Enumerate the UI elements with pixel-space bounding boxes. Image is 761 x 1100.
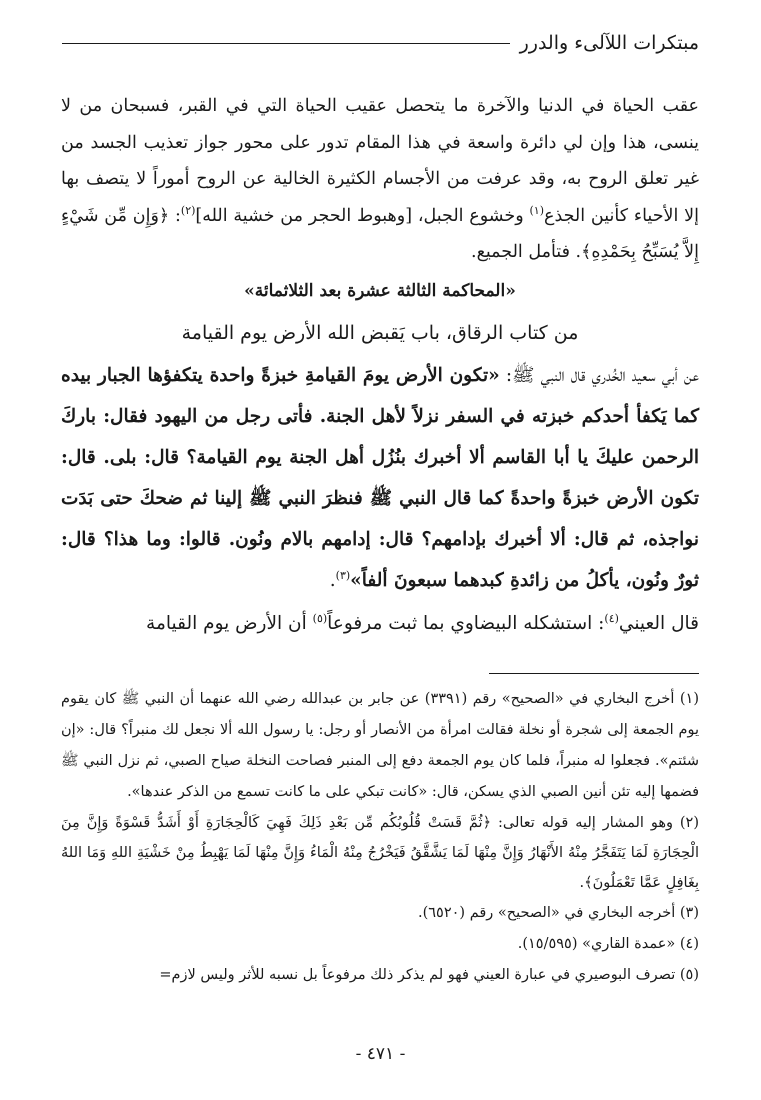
running-head bbox=[62, 26, 699, 60]
running-head-title: مبتكرات اللآلىء والدرر bbox=[519, 32, 699, 54]
paragraph-3-text-3: أن الأرض يوم القيامة bbox=[146, 612, 313, 634]
hadith-text: «تكون الأرض يومَ القيامةِ خبزةً واحدة يتكفؤها الجبار بيده كما يَكفأ أحدكم خبزته في السفر نزلاً لأهل الجنة. فأتى رجل من اليهود فقال: باركَ الرحمن عليكَ يا أبا القاسم ألا أخبرك بنُزُل أهل الجنة يوم القيامة؟ قال: بلى. قال: تكون الأرض خبزةً واحدةً كما قال النبي ﷺ فنظرَ النبي ﷺ إلينا ثم ضحكَ حتى بَدَت نواجذه، ثم قال: ألا أخبرك بإدامهم؟ قال: إدامهم بالام ونُون. قالوا: وما هذا؟ قال: ثورٌ ونُون، يأكلُ من زائدةِ كبدهما سبعونَ ألفاً» bbox=[61, 364, 699, 591]
paragraph-3-text: قال العيني bbox=[618, 612, 699, 634]
paragraph-1-text: عقب الحياة في الدنيا والآخرة ما يتحصل عقيب الحياة التي في القبر، فسبحان من لا ينسى، هذا وإن لي دائرة واسعة في هذا المقام تدور على محور جواز تعذيب الجسد من غير تعلق الروح به، وقد عرفت من الأجسام الكثيرة الخالية عن الروح أموراً لا يتصف بها إلا الأحياء كأنين الجذع bbox=[61, 96, 699, 226]
running-head-rule bbox=[62, 43, 510, 44]
paragraph-3 bbox=[61, 603, 699, 644]
footnote-ref-3: (٣) bbox=[335, 568, 351, 582]
paragraph-1-text-3: : ﴿وَإِن مِّن شَيْءٍ إِلاَّ يُسَبِّحُ بِحَمْدِهِ﴾. فتأمل الجميع. bbox=[61, 205, 699, 262]
footnote-2: (٢) وهو المشار إليه قوله تعالى: ﴿ثُمَّ قَسَتْ قُلُوبُكُم مِّن بَعْدِ ذَلِكَ فَهِيَ كَالْحِجَارَةِ أَوْ أَشَدُّ قَسْوَةً وَإِنَّ مِنَ الْحِجَارَةِ لَمَا يَتَفَجَّرُ مِنْهُ الأَنْهَارُ وَإِنَّ مِنْهَا لَمَا يَشَّقَّقُ فَيَخْرُجُ مِنْهُ الْمَاءُ وَإِنَّ مِنْهَا لَمَا يَهْبِطُ مِنْ خَشْيَةِ اللهِ وَمَا اللهُ بِغَافِلٍ عَمَّا تَعْمَلُونَ﴾. bbox=[61, 815, 699, 891]
paragraph-2-intro: عن أبي سعيد الخُدري قال النبي ﷺ: bbox=[499, 364, 699, 386]
footnote-ref-2: (٢) bbox=[180, 203, 196, 217]
footnote-ref-5: (٥) bbox=[312, 611, 328, 625]
paragraph-2 bbox=[61, 355, 699, 601]
page-number: - ٤٧١ - bbox=[355, 1044, 406, 1064]
footnote-ref-1: (١) bbox=[529, 203, 544, 217]
section-subheading: من كتاب الرقاق، باب يَقبض الله الأرض يوم القيامة bbox=[181, 321, 579, 344]
paragraph-2-end: . bbox=[329, 569, 336, 591]
footnote-separator bbox=[489, 673, 699, 674]
main-text bbox=[61, 88, 699, 644]
footnote-4: (٤) «عمدة القاري» (١٥/٥٩٥). bbox=[517, 936, 699, 952]
footnotes bbox=[61, 684, 699, 991]
footnote-5: (٥) تصرف البوصيري في عبارة العيني فهو لم يذكر ذلك مرفوعاً بل نسبه للأثر وليس لازم= bbox=[159, 967, 699, 983]
footnote-3: (٣) أخرجه البخاري في «الصحيح» رقم (٦٥٢٠). bbox=[417, 905, 699, 921]
section-heading: «المحاكمة الثالثة عشرة بعد الثلاثمائة» bbox=[244, 280, 516, 301]
paragraph-1-text-2: وخشوع الجبل، [وهبوط الحجر من خشية الله] bbox=[195, 205, 530, 226]
paragraph-1 bbox=[61, 88, 699, 271]
paragraph-3-text-2: : استشكله البيضاوي بما ثبت مرفوعاً bbox=[327, 612, 605, 634]
footnote-ref-4: (٤) bbox=[604, 611, 619, 625]
footnote-1: (١) أخرج البخاري في «الصحيح» رقم (٣٣٩١) عن جابر بن عبدالله رضي الله عنهما أن النبي ﷺ كان يقوم يوم الجمعة إلى شجرة أو نخلة فقالت امرأة من الأنصار أو رجل: يا رسول الله ألا نجعل لك منبراً؟ قال: «إن شئتم». فجعلوا له منبراً، فلما كان يوم الجمعة دفع إلى المنبر فصاحت النخلة صياح الصبي، ثم نزل النبي ﷺ فضمها إليه تئن أنين الصبي الذي يسكن، قال: «كانت تبكي على ما كانت تسمع من الذكر عندها». bbox=[61, 691, 699, 800]
